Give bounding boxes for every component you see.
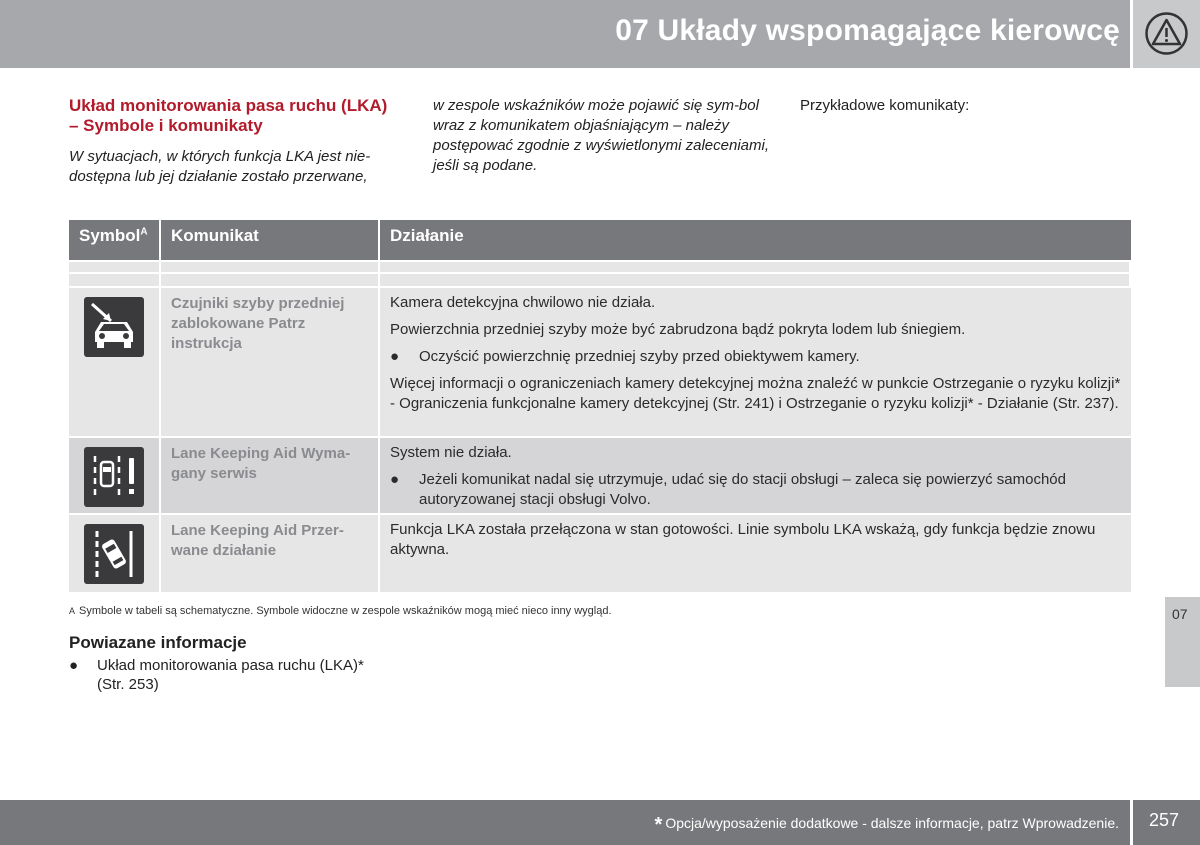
action-cell [380, 438, 1131, 513]
table-spacer [69, 262, 1131, 272]
action-bullet: ● Jeżeli komunikat nadal się utrzymuje, udać się do stacji obsługi – zaleca się powierzyć samochód autoryzowanej stacji obsługi Volvo. [390, 470, 1121, 510]
page-number: 257 [1149, 810, 1180, 830]
section-title: Układ monitorowania pasa ruchu (LKA) – Symbole i komunikaty [69, 96, 388, 135]
message-cell: Lane Keeping Aid Wyma-gany serwis [161, 438, 380, 513]
symbol-cell [69, 438, 161, 513]
header-message: Komunikat [161, 220, 380, 260]
chapter-tab-label: 07 [1172, 606, 1188, 622]
table-spacer [69, 274, 1131, 286]
chapter-title: 07 Układy wspomagające kierowcę [615, 14, 1120, 47]
chapter-header [0, 0, 1130, 68]
related-link-text[interactable]: Układ monitorowania pasa ruchu (LKA)* [97, 657, 364, 674]
table-header [69, 220, 1131, 260]
action-bullet-text: Jeżeli komunikat nadal się utrzymuje, udać się do stacji obsługi – zaleca się powierzyć samochód autoryzowanej stacji obsługi Volvo. [419, 471, 1066, 508]
action-text: Więcej informacji o ograniczeniach kamery detekcyjnej można znaleźć w punkcie Ostrzeganie o ryzyku kolizji* - Ograniczenia funkcjonalne kamery detekcyjnej (Str. 241) i Ostrzeganie o ryzyku kolizji* - Działanie (Str. 237). [390, 375, 1121, 412]
table-row [69, 515, 1131, 592]
action-bullet: ● Oczyścić powierzchnię przedniej szyby przed obiektywem kamery. [390, 348, 860, 365]
action-text: Powierzchnia przedniej szyby może być zabrudzona bądź pokryta lodem lub śniegiem. [390, 321, 966, 338]
action-cell [380, 288, 1131, 436]
symbol-cell [69, 288, 161, 436]
lka-service-icon [87, 450, 141, 504]
message-cell: Lane Keeping Aid Przer-wane działanie [161, 515, 380, 592]
blocked-windscreen-camera-icon [87, 300, 141, 354]
lka-interrupted-icon [87, 527, 141, 581]
intro-text-3: Przykładowe komunikaty: [800, 97, 970, 114]
header-footnote-marker: A [140, 226, 148, 238]
header-symbol [69, 220, 161, 260]
page-footer [0, 800, 1130, 845]
header-action: Działanie [390, 226, 464, 245]
footer-star: * [654, 814, 663, 836]
footer-note [655, 814, 1119, 837]
table-footnote [69, 605, 612, 617]
warning-triangle-icon [1144, 11, 1189, 56]
intro-column-1 [69, 96, 399, 187]
intro-text-1: W sytuacjach, w których funkcja LKA jest nie-dostępna lub jej działanie zostało przerwane, [69, 148, 371, 185]
messages-table [69, 220, 1131, 592]
related-link[interactable]: ● Układ monitorowania pasa ruchu (LKA)* (Str. 253) [69, 657, 364, 693]
related-list [69, 656, 364, 694]
footnote-marker: A [69, 606, 76, 616]
action-text: Kamera detekcyjna chwilowo nie działa. [390, 294, 656, 311]
action-cell [380, 515, 1131, 592]
table-row [69, 288, 1131, 436]
table-row [69, 438, 1131, 513]
footnote-text: Symbole w tabeli są schematyczne. Symbole widoczne w zespole wskaźników mogą mieć nieco inny wygląd. [79, 605, 612, 617]
action-text: Funkcja LKA została przełączona w stan gotowości. Linie symbolu LKA wskażą, gdy funkcja będzie znowu aktywna. [390, 521, 1096, 558]
action-text: System nie działa. [390, 444, 512, 461]
symbol-cell [69, 515, 161, 592]
action-bullet-text: Oczyścić powierzchnię przedniej szyby przed obiektywem kamery. [419, 348, 860, 365]
chapter-side-tab [1165, 597, 1200, 687]
intro-text-2: w zespole wskaźników może pojawić się sym-bol wraz z komunikatem objaśniającym – należy postępować zgodnie z wyświetlonymi zaleceniami, jeśli są podane. [433, 97, 769, 174]
related-title: Powiazane informacje [69, 633, 247, 652]
chapter-icon-box [1133, 0, 1200, 68]
footer-note-text: Opcja/wyposażenie dodatkowe - dalsze informacje, patrz Wprowadzenie. [665, 815, 1119, 831]
page-number-box [1133, 800, 1200, 845]
header-symbol-label: Symbol [79, 226, 141, 245]
related-link-page[interactable]: (Str. 253) [97, 676, 159, 693]
message-cell: Czujniki szyby przedniej zablokowane Patrz instrukcja [161, 288, 380, 436]
